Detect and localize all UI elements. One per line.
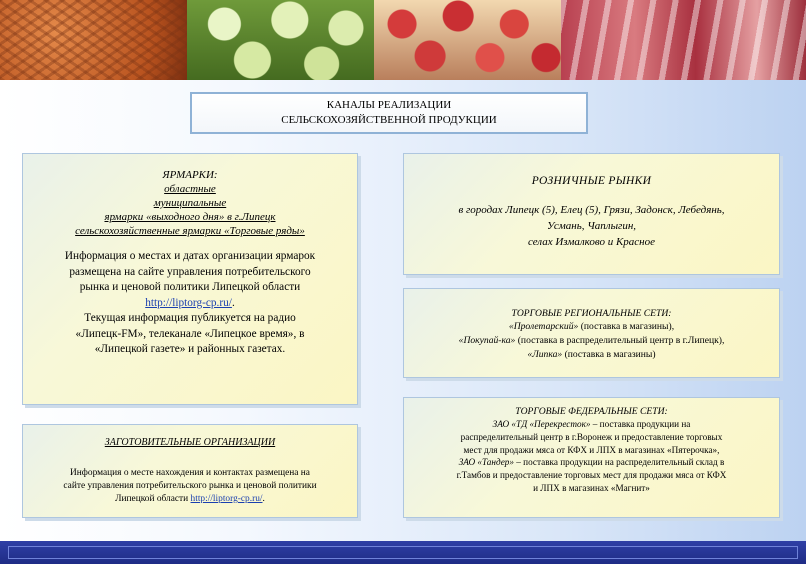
bottom-bar [0,541,806,564]
fairs-type-regional: областные [164,183,216,195]
federal-line: и ЛПХ в магазинах «Магнит» [533,482,650,493]
fairs-panel [22,153,358,405]
federal-heading: ТОРГОВЫЕ ФЕДЕРАЛЬНЫЕ СЕТИ: [515,406,668,417]
fairs-info-line: Текущая информация публикуется на радио [84,312,296,324]
chain-desc: – поставка продукции на [590,419,691,429]
fairs-info-line: Информация о местах и датах организации ярмарок [64,250,316,262]
federal-line: распределительный центр в г.Воронеж и предоставление торговых [460,431,723,442]
bottom-bar-frame [8,546,798,559]
cabbages-photo [187,0,374,80]
federal-line [406,418,777,431]
procurement-info-line: сайте управления потребительского рынка и ценовой политики [63,481,317,491]
procurement-info [23,467,357,506]
chain-desc: (поставка в распределительный центр в г.Липецк), [515,335,725,346]
retail-markets-panel [403,153,780,275]
procurement-info-link-line [25,493,355,506]
page-title [190,92,588,134]
regional-chain-item [404,320,779,334]
fairs-info-line: «Липецкой газете» и районных газетах. [94,343,286,355]
chain-name: ЗАО «ТД «Перекресток» [492,419,591,429]
liptorg-link[interactable]: http://liptorg-cp.ru/ [190,494,263,504]
chain-desc: – поставка продукции на распределительный склад в [513,457,725,468]
chain-desc: (поставка в магазины), [578,321,675,332]
fairs-info-line: рынка и ценовой политики Липецкой области [79,281,301,293]
procurement-panel [22,424,358,518]
title-line-1: КАНАЛЫ РЕАЛИЗАЦИИ [326,99,452,111]
federal-text [404,418,779,495]
fairs-type-municipal: муниципальные [153,197,227,209]
regional-heading: ТОРГОВЫЕ РЕГИОНАЛЬНЫЕ СЕТИ: [511,308,672,319]
retail-heading: РОЗНИЧНЫЕ РЫНКИ [531,175,652,187]
apples-photo [374,0,561,80]
liptorg-link[interactable]: http://liptorg-cp.ru/ [145,296,232,309]
procurement-info-line: Информация о месте нахождения и контактах размещена на [70,468,310,478]
link-suffix: . [231,296,235,309]
chain-desc: (поставка в магазины) [562,349,656,360]
chain-name: ЗАО «Тандер» [458,457,514,468]
chain-name: «Пролетарский» [508,321,579,332]
federal-line [406,456,777,469]
regional-chains-panel [403,288,780,378]
fairs-info [23,249,357,358]
regional-chain-item [404,348,779,362]
chain-name: «Покупай-ка» [458,335,516,346]
retail-line: Усмань, Чаплыгин, [546,220,637,232]
fairs-info-line: размещена на сайте управления потребительского [69,265,311,278]
meat-carcasses-photo [561,0,806,80]
federal-chains-panel [403,397,780,518]
title-line-2: СЕЛЬСКОХОЗЯЙСТВЕННОЙ ПРОДУКЦИИ [281,114,497,126]
procurement-link-prefix: Липецкой области [115,494,191,504]
chain-name: «Липка» [527,349,563,360]
federal-line: г.Тамбов и предоставление торговых мест для продажи мяса от КФХ [456,470,727,481]
fairs-info-line: «Липецк-FM», телеканале «Липецкое время», в [75,327,305,340]
federal-line: мест для продажи мяса от КФХ и ЛПХ в магазинах «Пятерочка», [463,444,720,455]
regional-chain-item [404,334,779,348]
procurement-heading: ЗАГОТОВИТЕЛЬНЫЕ ОРГАНИЗАЦИИ [104,437,276,448]
fairs-heading: ЯРМАРКИ: [162,169,218,181]
fairs-info-link-line [31,296,349,312]
link-suffix: . [262,494,265,504]
retail-info [404,202,779,250]
onions-in-nets-photo [0,0,187,80]
fairs-type-weekend: ярмарки «выходного дня» в г.Липецк [104,211,276,223]
retail-line: в городах Липецк (5), Елец (5), Грязи, Задонск, Лебедянь, [458,204,725,216]
photo-strip [0,0,806,80]
fairs-type-trade-rows: сельскохозяйственные ярмарки «Торговые ряды» [75,225,305,237]
retail-line: селах Измалково и Красное [527,236,656,248]
